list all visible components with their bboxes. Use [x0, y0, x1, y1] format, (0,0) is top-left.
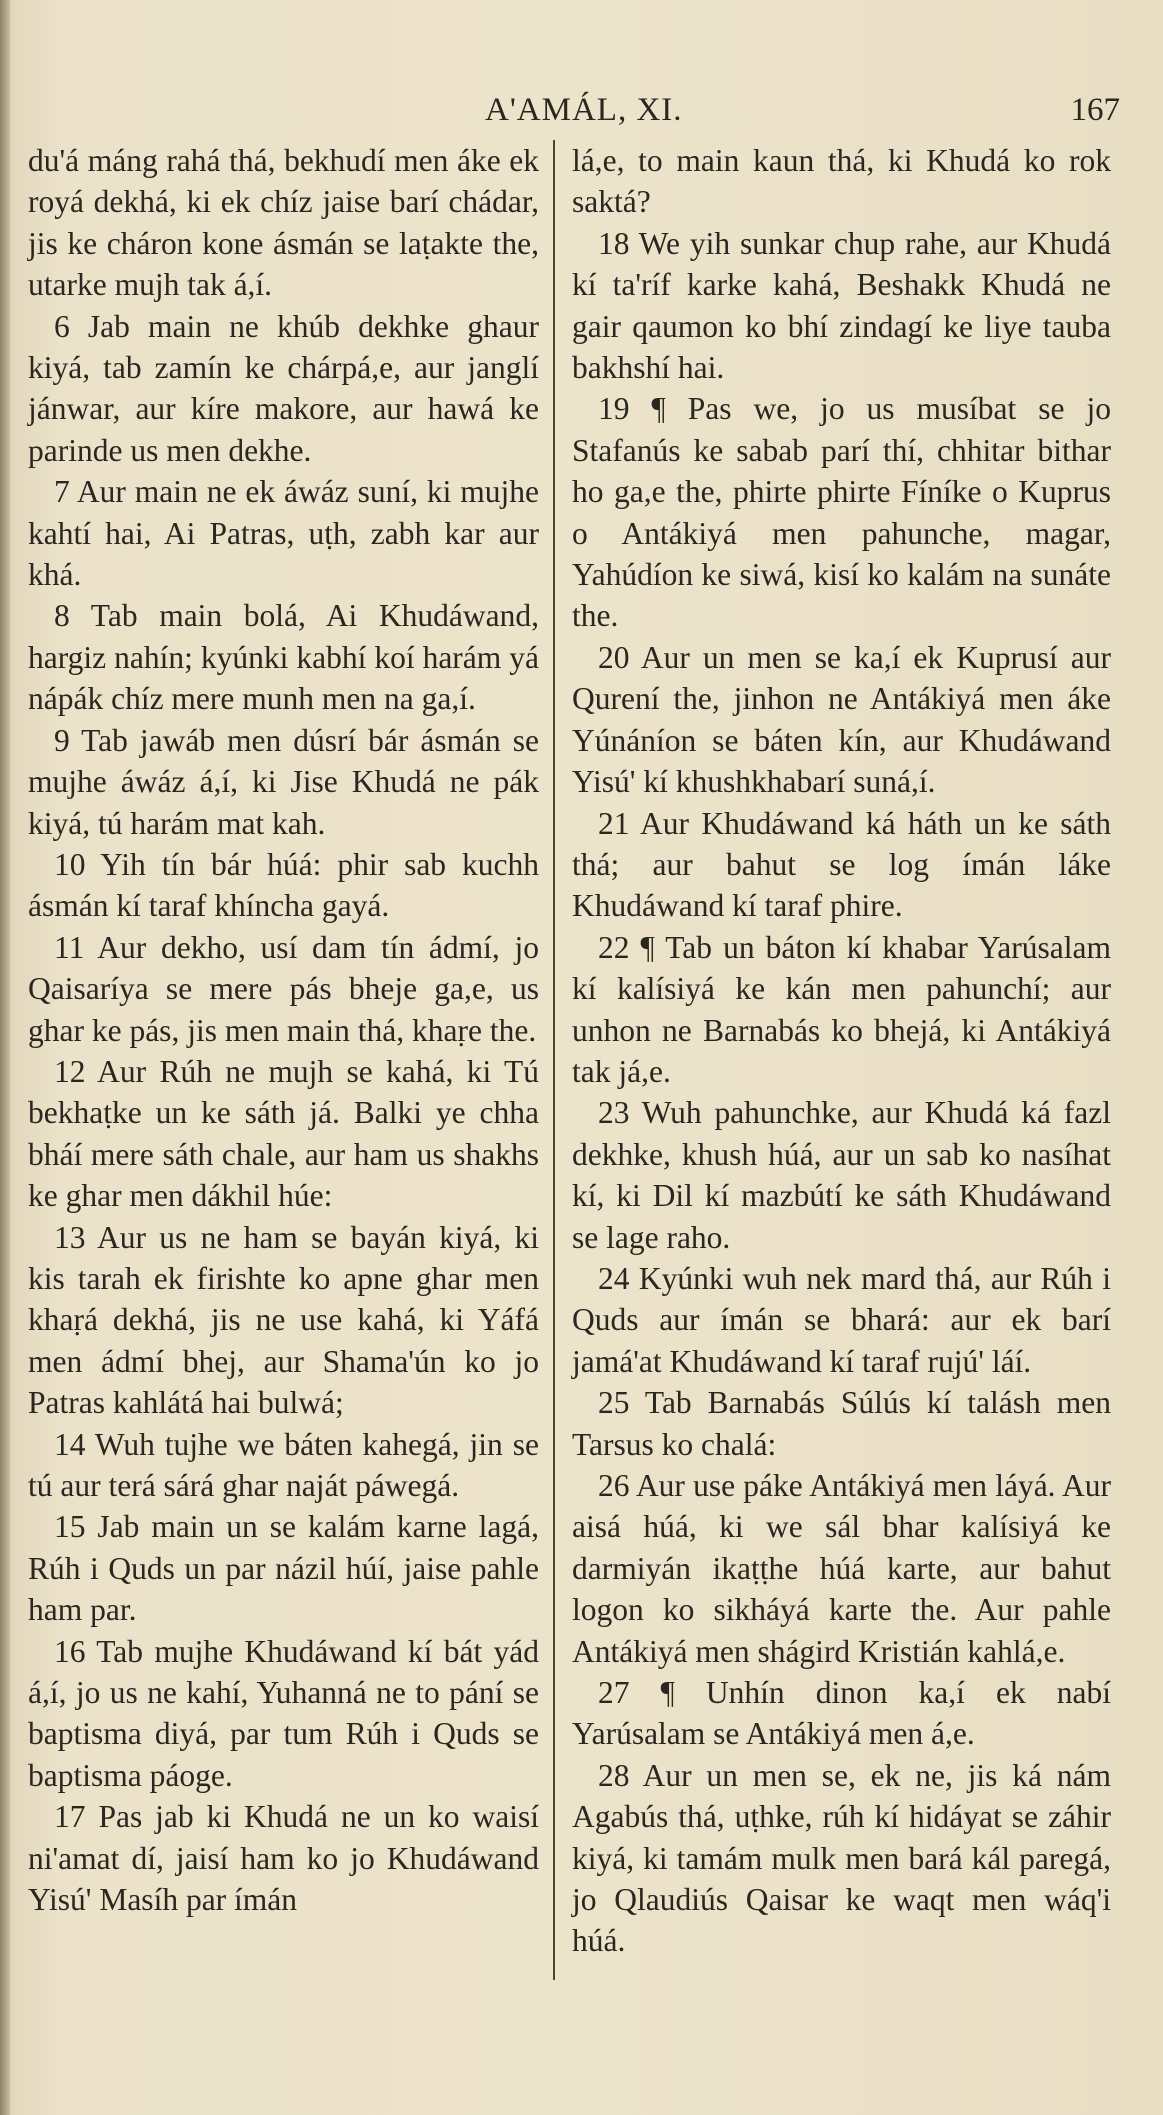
verse-17: 17 Pas jab ki Khudá ne un ko waisí ni'amat dí, jaisí ham ko jo Khudáwand Yisú' Masíh par ímán: [28, 1799, 539, 1918]
right-column: [572, 140, 1111, 1962]
verse-17-continuation: lá,e, to main kaun thá, ki Khudá ko rok saktá?: [572, 143, 1111, 220]
column-divider: [553, 140, 555, 1980]
verse-23: 23 Wuh pahunchke, aur Khudá ká fazl dekhke, khush húá, aur un sab ko nasíhat kí, ki Dil kí mazbútí ke sáth Khudáwand se lage raho.: [572, 1095, 1111, 1255]
verse-10: 10 Yih tín bár húá: phir sab kuchh ásmán kí taraf khíncha gayá.: [28, 846, 539, 924]
verse-7: 7 Aur main ne ek áwáz suní, ki mujhe kahtí hai, Ai Patras, uṭh, zabh kar aur khá.: [28, 474, 539, 593]
page-number: 167: [1070, 92, 1120, 128]
verse-19: 19 ¶ Pas we, jo us musíbat se jo Stafanús ke sabab parí thí, chhitar bithar ho ga,e the, phirte phirte Fíníke o Kuprus o Antákiyá men pahunche, magar, Yahúdíon ke siwá, kisí ko kalám na sunáte the.: [572, 391, 1111, 634]
verse-continuation: du'á máng rahá thá, bekhudí men áke ek royá dekhá, ki ek chíz jaise barí chádar, jis ke cháron kone ásmán se laṭakte the, utarke mujh tak á,í.: [28, 143, 539, 303]
page-header: [30, 92, 1130, 142]
running-title: A'AMÁL, XI.: [485, 92, 683, 128]
verse-27: 27 ¶ Unhín dinon ka,í ek nabí Yarúsalam se Antákiyá men á,e.: [572, 1675, 1111, 1752]
verse-15: 15 Jab main un se kalám karne lagá, Rúh i Quds un par názil húí, jaise pahle ham par.: [28, 1509, 539, 1628]
page-edge: [0, 0, 10, 2115]
verse-28: 28 Aur un men se, ek ne, jis ká nám Agabús thá, uṭhke, rúh kí hidáyat se záhir kiyá, ki tamám mulk men bará kál paregá, jo Qlaudiús Qaisar ke waqt men wáq'i húá.: [572, 1757, 1111, 1959]
verse-22: 22 ¶ Tab un báton kí khabar Yarúsalam kí kalísiyá ke kán men pahunchí; aur unhon ne Barnabás ko bhejá, ki Antákiyá tak já,e.: [572, 929, 1111, 1089]
verse-16: 16 Tab mujhe Khudáwand kí bát yád á,í, jo us ne kahí, Yuhanná ne to pání se baptisma diyá, par tum Rúh i Quds se baptisma páoge.: [28, 1633, 539, 1793]
verse-20: 20 Aur un men se ka,í ek Kuprusí aur Qurení the, jinhon ne Antákiyá men áke Yúnáníon se báten kín, aur Khudáwand Yisú' kí khushkhabarí suná,í.: [572, 639, 1111, 800]
verse-6: 6 Jab main ne khúb dekhke ghaur kiyá, tab zamín ke chárpá,e, aur janglí jánwar, aur kíre makore, aur hawá ke parinde us men dekhe.: [28, 308, 539, 468]
verse-26: 26 Aur use páke Antákiyá men láyá. Aur aisá húá, ki we sál bhar kalísiyá ke darmiyán ikaṭṭhe húá karte, aur bahut logon ko sikháyá karte the. Aur pahle Antákiyá men shágird Kristián kahlá,e.: [572, 1468, 1111, 1669]
verse-8: 8 Tab main bolá, Ai Khudáwand, hargiz nahín; kyúnki kabhí koí harám yá nápák chíz mere munh men na ga,í.: [28, 598, 539, 717]
verse-12: 12 Aur Rúh ne mujh se kahá, ki Tú bekhaṭke un ke sáth já. Balki ye chha bháí mere sáth chale, aur ham us shakhs ke ghar men dákhil húe:: [28, 1053, 539, 1214]
verse-9: 9 Tab jawáb men dúsrí bár ásmán se mujhe áwáz á,í, ki Jise Khudá ne pák kiyá, tú harám mat kah.: [28, 722, 539, 841]
verse-25: 25 Tab Barnabás Súlús kí talásh men Tarsus ko chalá:: [572, 1385, 1111, 1462]
verse-14: 14 Wuh tujhe we báten kahegá, jin se tú aur terá sárá ghar naját páwegá.: [28, 1426, 539, 1503]
verse-18: 18 We yih sunkar chup rahe, aur Khudá kí ta'ríf karke kahá, Beshakk Khudá ne gair qaumon ko bhí zindagí ke liye tauba bakhshí hai.: [572, 225, 1111, 386]
left-column: [28, 140, 539, 1920]
verse-24: 24 Kyúnki wuh nek mard thá, aur Rúh i Quds aur ímán se bhará: aur ek barí jamá'at Khudáwand kí taraf rujú' láí.: [572, 1260, 1111, 1379]
verse-13: 13 Aur us ne ham se bayán kiyá, ki kis tarah ek firishte ko apne ghar men khaṛá dekhá, jis ne use kahá, ki Yáfá men ádmí bhej, aur Shama'ún ko jo Patras kahlátá hai bulwá;: [28, 1219, 539, 1421]
verse-11: 11 Aur dekho, usí dam tín ádmí, jo Qaisaríya se mere pás bheje ga,e, us ghar ke pás, jis men main thá, khaṛe the.: [28, 929, 539, 1048]
verse-21: 21 Aur Khudáwand ká háth un ke sáth thá; aur bahut se log ímán láke Khudáwand kí taraf phire.: [572, 805, 1111, 924]
